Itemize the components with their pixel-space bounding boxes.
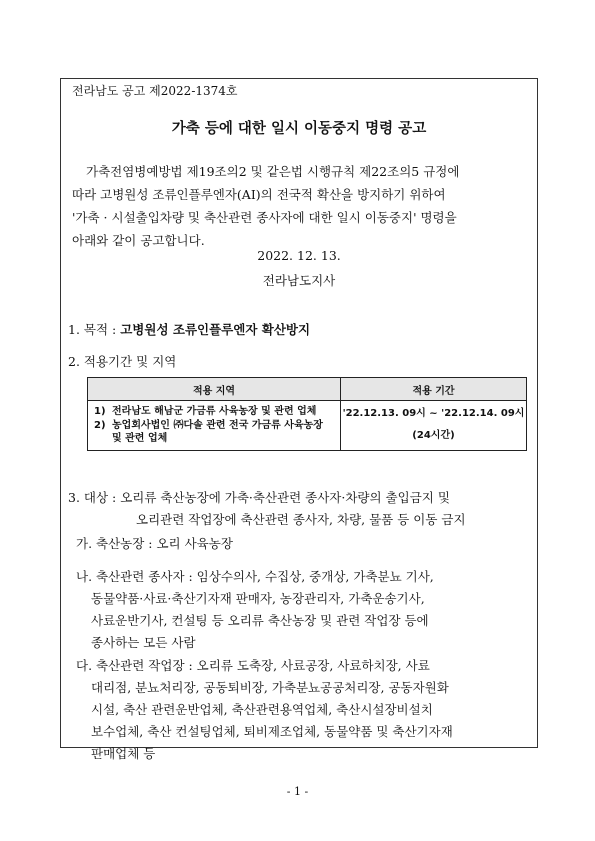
- document-title: 가축 등에 대한 일시 이동중지 명령 공고: [171, 121, 427, 137]
- period-duration: (24시간): [412, 430, 455, 442]
- sub-line: 가. 축산농장 : 오리 사육농장: [76, 536, 233, 551]
- region-item: [94, 419, 334, 446]
- purpose-label: 1. 목적 :: [68, 322, 121, 337]
- region-cell: [88, 401, 341, 451]
- intro-line: 따라 고병원성 조류인플루엔자(AI)의 전국적 확산을 방지하기 위하여: [72, 187, 446, 202]
- sub-line: 사료운반기사, 컨설팅 등 오리류 축산농장 및 관련 작업장 등에: [91, 613, 429, 628]
- region-text: 전라남도 해남군 가금류 사육농장 및 관련 업체: [112, 406, 317, 417]
- header-period: 적용 기간: [341, 378, 527, 401]
- target-line: 오리관련 작업장에 축산관련 종사자, 차량, 물품 등 이동 금지: [136, 512, 466, 527]
- target-line: 3. 대상 : 오리류 축산농장에 가축·축산관련 종사자·차량의 출입금지 및: [68, 490, 450, 505]
- section-purpose: [68, 320, 310, 338]
- sub-line: 종사하는 모든 사람: [91, 635, 196, 650]
- intro-line: 가축전염병예방법 제19조의2 및 같은법 시행규칙 제22조의5 규정에: [86, 164, 460, 179]
- issuer: 전라남도지사: [262, 273, 336, 288]
- period-range: '22.12.13. 09시 ~ '22.12.14. 09시: [342, 408, 525, 420]
- sub-line: 시설, 축산 관련운반업체, 축산관련용역업체, 축산시설장비설치: [91, 702, 433, 717]
- sub-item-worksites: [76, 655, 531, 765]
- sub-line: 대리점, 분뇨처리장, 공동퇴비장, 가축분뇨공공처리장, 공동자원화: [91, 680, 449, 695]
- header-region: 적용 지역: [88, 378, 341, 401]
- region-number: 2): [94, 419, 106, 431]
- region-item: [94, 405, 334, 419]
- sub-line: 나. 축산관련 종사자 : 임상수의사, 수집상, 중개상, 가축분뇨 기사,: [76, 569, 434, 584]
- section-target: [68, 487, 466, 531]
- sub-line: 판매업체 등: [91, 746, 156, 761]
- page-number: - 1 -: [286, 785, 309, 798]
- section-scope-heading: 2. 적용기간 및 지역: [68, 354, 177, 369]
- sub-line: 다. 축산관련 작업장 : 오리류 도축장, 사료공장, 사료하치장, 사료: [76, 658, 430, 673]
- sub-item-farm: [76, 533, 531, 555]
- purpose-text: 고병원성 조류인플루엔자 확산방지: [120, 322, 311, 337]
- notice-number: 전라남도 공고 제2022-1374호: [72, 84, 238, 98]
- scope-table: [87, 377, 527, 451]
- intro-line: '가축 · 시설출입차량 및 축산관련 종사자에 대한 일시 이동중지' 명령을: [72, 210, 457, 225]
- region-number: 1): [94, 406, 106, 417]
- sub-line: 보수업체, 축산 컨설팅업체, 퇴비제조업체, 동물약품 및 축산기자재: [91, 724, 453, 739]
- intro-line: 아래와 같이 공고합니다.: [72, 233, 205, 248]
- intro-paragraph: [72, 160, 530, 252]
- sub-line: 동물약품·사료·축산기자재 판매자, 농장관리자, 가축운송기사,: [91, 591, 425, 606]
- sub-item-workers: [76, 566, 531, 654]
- period-cell: [341, 401, 527, 451]
- issue-date: 2022. 12. 13.: [257, 248, 341, 263]
- region-text: 농업회사법인 ㈜다솔 관련 전국 가금류 사육농장 및 관련 업체: [112, 419, 323, 444]
